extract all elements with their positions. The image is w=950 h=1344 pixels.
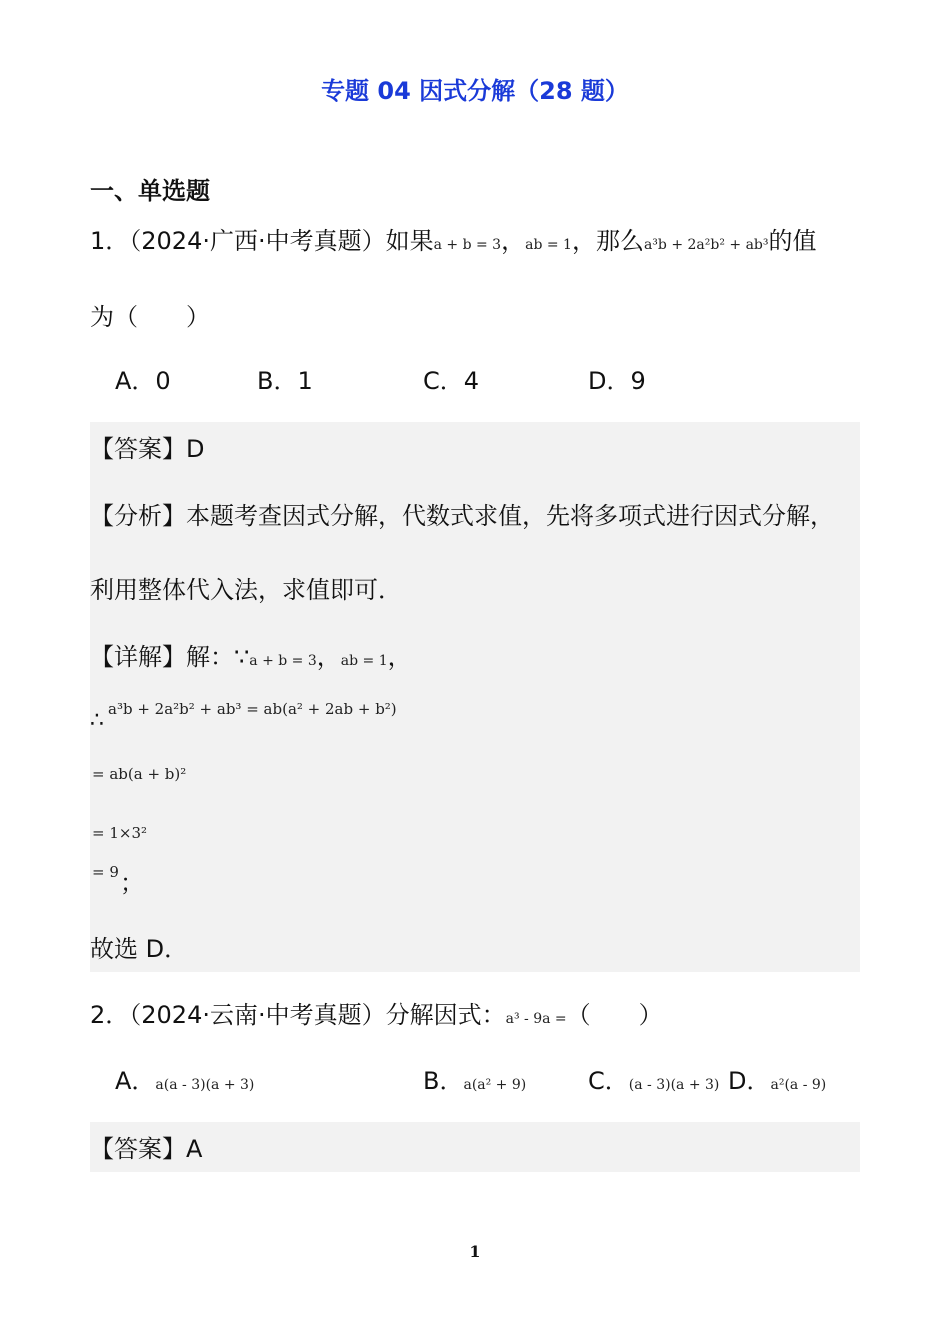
detail-separator: ， <box>316 643 341 671</box>
option-b-label: B． <box>423 1067 464 1095</box>
question-1-mid: ，那么 <box>571 227 644 255</box>
solution-step-2: = ab(a + b)² <box>92 765 187 783</box>
question-1-math-product: ab = 1 <box>525 237 572 253</box>
option-b-math: a(a² + 9) <box>463 1077 527 1093</box>
option-c-math: (a - 3)(a + 3) <box>628 1077 720 1093</box>
question-1-option-a: A．0 <box>115 367 171 395</box>
solution-step-4-end: ； <box>120 869 144 897</box>
question-2-suffix: （ ） <box>566 1001 663 1029</box>
question-2-stem <box>90 998 663 1036</box>
detail-prefix: 【详解】解：∵ <box>90 643 250 671</box>
question-1-conclusion: 故选 D． <box>90 935 189 963</box>
option-a-math: a(a - 3)(a + 3) <box>155 1077 255 1093</box>
question-2-option-c <box>588 1064 719 1102</box>
question-2-answer-block <box>90 1122 860 1172</box>
question-2-option-b <box>423 1064 526 1102</box>
option-c-label: C． <box>588 1067 629 1095</box>
question-1-option-c: C．4 <box>423 367 480 395</box>
question-1-detail <box>90 640 412 678</box>
option-a-label: A． <box>115 1067 156 1095</box>
question-1-stem-line2: 为（ ） <box>90 303 210 331</box>
document-title: 专题 04 因式分解（28 题） <box>321 77 629 105</box>
question-1-option-d: D．9 <box>588 367 646 395</box>
question-2-answer: 【答案】A <box>90 1135 203 1163</box>
question-1-suffix: 的值 <box>768 227 817 255</box>
solution-step-1: a³b + 2a²b² + ab³ = ab(a² + 2ab + b²) <box>108 700 397 718</box>
question-2-prefix: 2．（2024·云南·中考真题）分解因式： <box>90 1001 506 1029</box>
question-1-answer: 【答案】D <box>90 435 205 463</box>
solution-step-3: = 1×3² <box>92 824 148 842</box>
question-1-option-b: B．1 <box>257 367 313 395</box>
question-1-math-expression: a³b + 2a²b² + ab³ <box>643 237 769 253</box>
page-number: 1 <box>469 1242 481 1261</box>
question-1-prefix: 1．（2024·广西·中考真题）如果 <box>90 227 434 255</box>
option-d-label: D． <box>728 1067 771 1095</box>
option-d-math: a²(a - 9) <box>770 1077 827 1093</box>
question-1-analysis-line1: 【分析】本题考查因式分解，代数式求值，先将多项式进行因式分解， <box>90 502 834 530</box>
question-1-stem <box>90 224 817 262</box>
question-2-option-a <box>115 1064 254 1102</box>
section-heading: 一、单选题 <box>90 177 210 205</box>
question-2-math: a³ - 9a = <box>505 1011 567 1027</box>
question-1-separator: ， <box>501 227 526 255</box>
detail-math-product: ab = 1 <box>340 653 388 669</box>
question-1-analysis-line2: 利用整体代入法，求值即可． <box>90 576 402 604</box>
detail-end: ， <box>387 643 412 671</box>
question-1-math-sum: a + b = 3 <box>433 237 502 253</box>
detail-math-sum: a + b = 3 <box>249 653 317 669</box>
question-2-option-d <box>728 1064 826 1102</box>
therefore-symbol: ∴ <box>90 708 104 733</box>
solution-step-4: = 9 <box>92 863 119 881</box>
